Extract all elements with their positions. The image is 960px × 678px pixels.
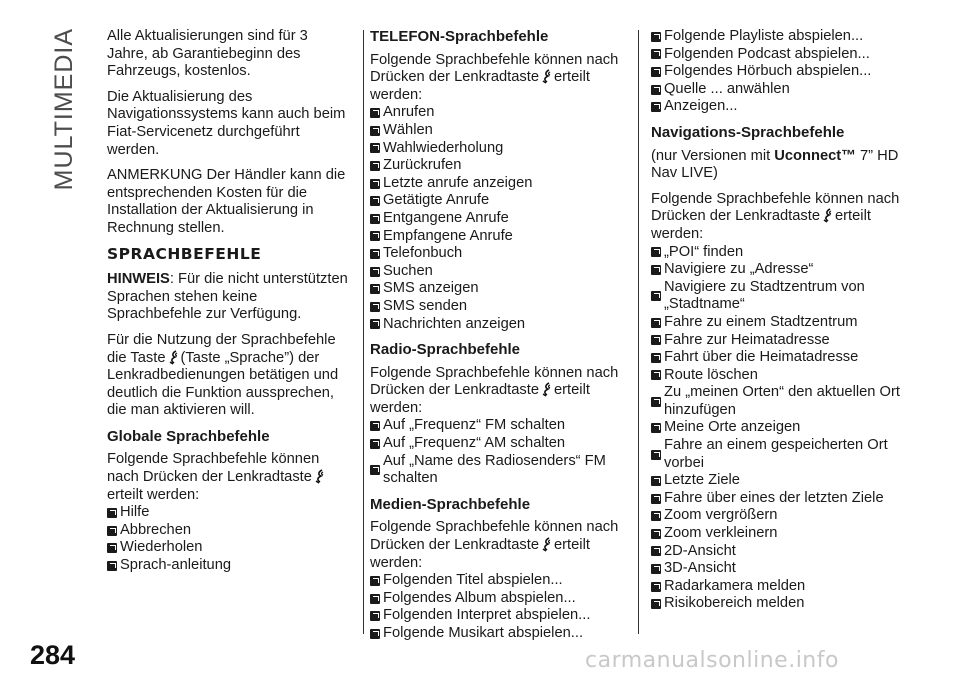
command-item [651, 507, 901, 525]
subheading-telefon: TELEFON-Sprachbefehle [370, 28, 549, 45]
command-item [651, 81, 901, 99]
command-list-global [107, 504, 352, 574]
command-bullet-icon [651, 353, 661, 363]
intro-text: Folgende Sprachbefehle können nach Drücken der Lenkradtaste [370, 364, 619, 399]
command-bullet-icon [370, 196, 380, 206]
hinweis-label: HINWEIS [107, 271, 170, 288]
command-text: Fahre zu einem Stadtzentrum [664, 313, 858, 330]
command-text: Anzeigen... [664, 98, 738, 115]
command-bullet-icon [370, 214, 380, 224]
command-item [651, 419, 901, 437]
command-bullet-icon [651, 247, 661, 257]
paragraph-hinweis [107, 271, 352, 324]
command-item [107, 539, 352, 557]
command-bullet-icon [370, 319, 380, 329]
paragraph-medien-intro [370, 519, 625, 572]
command-bullet-icon [370, 267, 380, 277]
section-tab-title: MULTIMEDIA [50, 28, 78, 191]
nav-note-product: Uconnect™ [774, 147, 856, 164]
subheading-navigation: Navigations-Sprachbefehle [651, 123, 845, 141]
command-item [370, 453, 625, 488]
command-bullet-icon [651, 450, 661, 460]
command-bullet-icon [651, 335, 661, 345]
voice-command-icon [541, 537, 552, 552]
command-item [651, 279, 901, 314]
command-item [651, 595, 901, 613]
command-bullet-icon [651, 511, 661, 521]
command-bullet-icon [107, 561, 117, 571]
paragraph-updates-free: Alle Aktualisierungen sind für 3 Jahre, ab Garantiebeginn des Fahrzeugs, kostenlos. [107, 28, 308, 80]
voice-command-icon [314, 469, 325, 484]
paragraph-nav-intro [651, 191, 901, 244]
command-text: Wiederholen [120, 539, 203, 556]
command-text: „POI“ finden [664, 243, 744, 260]
command-item [651, 332, 901, 350]
command-list-radio [370, 417, 625, 487]
command-text: Folgenden Podcast abspielen... [664, 45, 870, 62]
command-bullet-icon [370, 421, 380, 431]
command-bullet-icon [651, 318, 661, 328]
command-item [651, 314, 901, 332]
command-item [370, 245, 625, 263]
command-text: Fahrt über die Heimatadresse [664, 349, 859, 366]
command-text: Letzte Ziele [664, 472, 740, 489]
paragraph-nav-note [651, 148, 901, 183]
command-item [651, 560, 901, 578]
intro-text-cont: erteilt werden: [370, 537, 590, 571]
nav-note-text: (nur Versionen mit [651, 147, 775, 164]
command-item [651, 46, 901, 64]
command-bullet-icon [651, 476, 661, 486]
command-bullet-icon [651, 582, 661, 592]
command-text: Folgendes Album abspielen... [383, 589, 576, 606]
command-item [370, 316, 625, 334]
command-bullet-icon [370, 231, 380, 241]
voice-command-icon [168, 350, 179, 365]
column-3 [651, 28, 901, 621]
command-text: Meine Orte anzeigen [664, 419, 801, 436]
command-text: SMS anzeigen [383, 280, 479, 297]
command-text: Zoom vergrößern [664, 507, 778, 524]
hinweis-text: : Für die nicht unterstützten Sprachen stehen keine Sprachbefehle zur Verfügung. [107, 271, 348, 323]
paragraph-note-costs: ANMERKUNG Der Händler kann die entsprechenden Kosten für die Installation der Aktualisierung in Rechnung stellen. [107, 167, 346, 236]
command-bullet-icon [370, 629, 380, 639]
command-text: SMS senden [383, 297, 468, 314]
command-text: Auf „Frequenz“ AM schalten [383, 435, 566, 452]
command-text: Folgendes Hörbuch abspielen... [664, 63, 872, 80]
paragraph-global-intro [107, 451, 352, 504]
command-text: Radarkamera melden [664, 577, 806, 594]
command-bullet-icon [651, 265, 661, 275]
command-text: Telefonbuch [383, 245, 463, 262]
command-bullet-icon [651, 397, 661, 407]
command-bullet-icon [370, 179, 380, 189]
command-list-telefon [370, 104, 625, 333]
command-bullet-icon [651, 102, 661, 112]
command-bullet-icon [651, 494, 661, 504]
command-text: Zurückrufen [383, 157, 462, 174]
intro-text-cont: erteilt werden: [651, 208, 871, 242]
command-item [651, 543, 901, 561]
command-text: Getätigte Anrufe [383, 192, 490, 209]
subheading-medien: Medien-Sprachbefehle [370, 495, 531, 513]
command-item [370, 122, 625, 140]
voice-command-icon [541, 69, 552, 84]
voice-usage-text: Für die Nutzung der Sprachbefehle die Taste [107, 331, 336, 366]
command-text: Folgenden Titel abspielen... [383, 572, 563, 589]
command-text: Route löschen [664, 366, 758, 383]
command-list-medien [370, 572, 625, 642]
paragraph-radio-intro [370, 365, 625, 418]
command-item [370, 157, 625, 175]
command-item [370, 104, 625, 122]
command-bullet-icon [370, 465, 380, 475]
command-bullet-icon [370, 594, 380, 604]
command-text: Folgende Playliste abspielen... [664, 28, 864, 44]
command-bullet-icon [651, 370, 661, 380]
section-heading: SPRACHBEFEHLE [107, 244, 262, 263]
command-text: Navigiere zu Stadtzentrum von „Stadtname“ [664, 278, 865, 313]
command-bullet-icon [651, 599, 661, 609]
command-text: 2D-Ansicht [664, 542, 736, 559]
command-text: Fahre an einem gespeicherten Ort vorbei [664, 437, 888, 471]
column-divider [363, 30, 364, 634]
command-item [370, 210, 625, 228]
command-item [370, 175, 625, 193]
subheading-radio: Radio-Sprachbefehle [370, 341, 521, 359]
command-text: Fahre über eines der letzten Ziele [664, 489, 884, 506]
command-text: Folgenden Interpret abspielen... [383, 607, 591, 624]
column-2 [370, 28, 625, 651]
command-bullet-icon [651, 423, 661, 433]
command-text: Auf „Name des Radiosenders“ FM schalten [383, 452, 606, 487]
command-bullet-icon [370, 439, 380, 449]
command-item [107, 557, 352, 575]
command-text: Folgende Musikart abspielen... [383, 625, 584, 641]
command-bullet-icon [651, 67, 661, 77]
command-list-navigation [651, 244, 901, 613]
command-bullet-icon [370, 126, 380, 136]
command-item [651, 367, 901, 385]
command-text: Wählen [383, 121, 433, 138]
command-item [370, 140, 625, 158]
intro-text: Folgende Sprachbefehle können nach Drücken der Lenkradtaste [370, 51, 619, 86]
voice-command-icon [822, 208, 833, 223]
command-item [370, 417, 625, 435]
command-bullet-icon [370, 576, 380, 586]
command-item [651, 261, 901, 279]
command-item [370, 607, 625, 625]
command-item [651, 490, 901, 508]
voice-command-icon [541, 382, 552, 397]
command-text: Navigiere zu „Adresse“ [664, 261, 814, 278]
command-item [651, 28, 901, 46]
command-list-medien-cont [651, 28, 901, 116]
command-text: Entgangene Anrufe [383, 209, 509, 226]
command-item [370, 263, 625, 281]
intro-text-cont: erteilt werden: [107, 486, 200, 503]
voice-usage-text-cont: (Taste „Sprache”) der Lenkradbedienungen betätigen und deutlich die Funktion aussprechen, die man aktivieren will. [107, 349, 339, 419]
command-bullet-icon [370, 161, 380, 171]
command-item [370, 572, 625, 590]
command-bullet-icon [107, 508, 117, 518]
command-text: Letzte anrufe anzeigen [383, 174, 533, 191]
command-item [651, 63, 901, 81]
command-bullet-icon [370, 249, 380, 259]
command-item [651, 472, 901, 490]
command-bullet-icon [370, 302, 380, 312]
command-text: Anrufen [383, 104, 435, 121]
command-bullet-icon [651, 32, 661, 42]
command-bullet-icon [107, 526, 117, 536]
command-text: Auf „Frequenz“ FM schalten [383, 417, 566, 434]
command-bullet-icon [107, 543, 117, 553]
page-number: 284 [30, 640, 76, 670]
command-text: Zu „meinen Orten“ den aktuellen Ort hinzufügen [664, 384, 900, 418]
paragraph-updates-service: Die Aktualisierung des Navigationssystems kann auch beim Fiat-Servicenetz durchgeführt werden. [107, 88, 346, 158]
command-item [370, 228, 625, 246]
command-bullet-icon [370, 611, 380, 621]
command-item [651, 384, 901, 419]
command-text: Fahre zur Heimatadresse [664, 331, 830, 348]
nav-note-text-cont: 7” HD Nav LIVE) [651, 147, 899, 182]
command-item [651, 578, 901, 596]
command-bullet-icon [651, 291, 661, 301]
command-item [370, 435, 625, 453]
command-bullet-icon [651, 529, 661, 539]
command-bullet-icon [651, 546, 661, 556]
command-item [651, 244, 901, 262]
intro-text: Folgende Sprachbefehle können nach Drücken der Lenkradtaste [370, 519, 619, 554]
command-bullet-icon [370, 284, 380, 294]
command-item [651, 98, 901, 116]
command-item [651, 525, 901, 543]
command-text: Suchen [383, 262, 433, 279]
command-item [370, 298, 625, 316]
command-text: Zoom verkleinern [664, 525, 778, 542]
intro-text: Folgende Sprachbefehle können nach Drücken der Lenkradtaste [651, 190, 900, 225]
command-item [370, 625, 625, 643]
command-bullet-icon [651, 49, 661, 59]
command-item [107, 522, 352, 540]
command-text: Risikobereich melden [664, 595, 805, 612]
command-bullet-icon [370, 143, 380, 153]
command-text: Sprach-anleitung [120, 557, 232, 574]
paragraph-telefon-intro [370, 52, 625, 105]
intro-text: Folgende Sprachbefehle können nach Drücken der Lenkradtaste [107, 451, 320, 486]
command-text: Quelle ... anwählen [664, 80, 790, 97]
command-text: Nachrichten anzeigen [383, 315, 526, 332]
command-bullet-icon [370, 108, 380, 118]
intro-text-cont: erteilt werden: [370, 69, 590, 103]
command-item [651, 437, 901, 472]
column-1 [107, 28, 352, 583]
command-bullet-icon [651, 85, 661, 95]
command-item [370, 590, 625, 608]
watermark: carmanualsonline.info [585, 648, 839, 673]
intro-text-cont: erteilt werden: [370, 382, 590, 416]
column-divider [638, 30, 639, 634]
command-text: Abbrechen [120, 521, 192, 538]
command-text: Wahlwiederholung [383, 139, 504, 156]
command-item [107, 504, 352, 522]
paragraph-voice-usage [107, 332, 352, 420]
command-text: 3D-Ansicht [664, 560, 736, 577]
command-item [370, 280, 625, 298]
command-text: Empfangene Anrufe [383, 227, 513, 244]
command-bullet-icon [651, 564, 661, 574]
subheading-global: Globale Sprachbefehle [107, 427, 270, 445]
command-item [651, 349, 901, 367]
command-item [370, 192, 625, 210]
command-text: Hilfe [120, 504, 150, 521]
